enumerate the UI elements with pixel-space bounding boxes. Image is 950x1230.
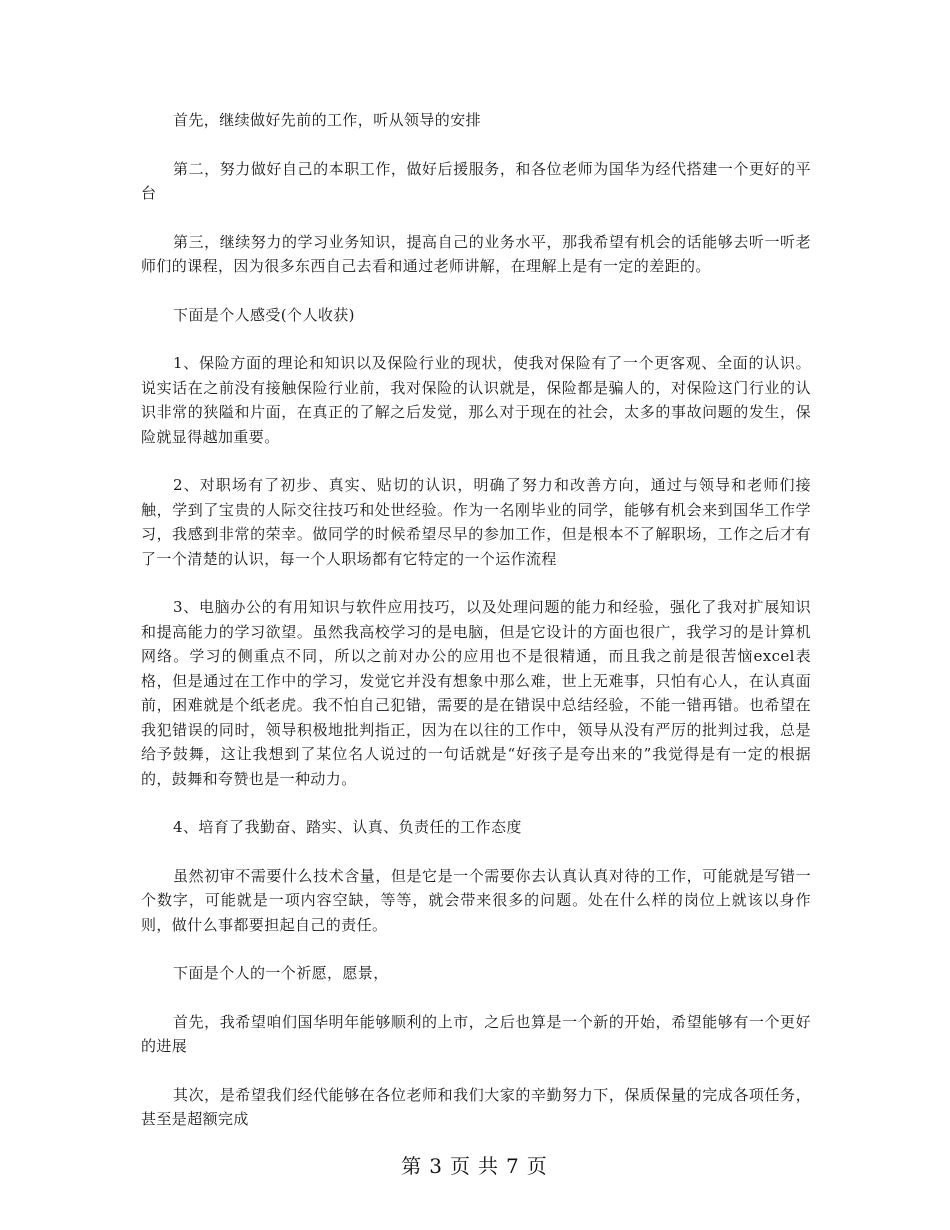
footer-suffix: 页 <box>526 1154 549 1178</box>
paragraph-wish-second: 其次，是希望我们经代能够在各位老师和我们大家的辛勤努力下，保质保量的完成各项任务，甚至是超额完成 <box>141 1085 811 1128</box>
section-heading-wishes: 下面是个人的一个祈愿，愿景， <box>173 964 389 982</box>
document-body <box>141 108 811 1156</box>
paragraph-second: 第二，努力做好自己的本职工作，做好后援服务，和各位老师为国华为经代搭建一个更好的平台 <box>141 159 811 202</box>
section-heading-personal-feelings: 下面是个人感受(个人收获) <box>173 305 355 324</box>
paragraph-item-4-detail: 虽然初审不需要什么技术含量，但是它是一个需要你去认真认真对待的工作，可能就是写错一个数字，可能就是一项内容空缺，等等，就会带来很多的问题。处在什么样的岗位上就该以身作则，做什么事都要担起自己的责任。 <box>141 866 811 934</box>
footer-current-page: 3 <box>429 1154 444 1178</box>
paragraph-item-1: 1、保险方面的理论和知识以及保险行业的现状，使我对保险有了一个更客观、全面的认识。说实话在之前没有接触保险行业前，我对保险的认识就是，保险都是骗人的，对保险这门行业的认识非常的狭隘和片面，在真正的了解之后发觉，那么对于现在的社会，太多的事故问题的发生，保险就显得越加重要。 <box>141 354 811 446</box>
paragraph-item-2: 2、对职场有了初步、真实、贴切的认识，明确了努力和改善方向，通过与领导和老师们接触，学到了宝贵的人际交往技巧和处世经验。作为一名刚毕业的同学，能够有机会来到国华工作学习，我感到非常的荣幸。做同学的时候希望尽早的参加工作，但是根本不了解职场，工作之后才有了一个清楚的认识，每一个人职场都有它特定的一个运作流程 <box>141 476 811 568</box>
footer-page-word: 页 <box>450 1154 472 1178</box>
paragraph-item-4: 4、培育了我勤奋、踏实、认真、负责任的工作态度 <box>173 818 522 836</box>
page-number-footer <box>0 1150 950 1179</box>
paragraph-first: 首先，继续做好先前的工作，听从领导的安排 <box>173 111 482 129</box>
paragraph-item-3: 3、电脑办公的有用知识与软件应用技巧，以及处理问题的能力和经验，强化了我对扩展知识和提高能力的学习欲望。虽然我高校学习的是电脑，但是它设计的方面也很广，我学习的是计算机网络。学习的侧重点不同，所以之前对办公的应用也不是很精通，而且我之前是很苦恼excel表格，但是通过在工作中的学习，发觉它并没有想象中那么难，世上无难事，只怕有心人，在认真面前，困难就是个纸老虎。我不怕自己犯错，需要的是在错误中总结经验，不能一错再错。也希望在我犯错误的同时，领导积极地批判指正，因为在以往的工作中，领导从没有严厉的批判过我，总是给予鼓舞，这让我想到了某位名人说过的一句话就是“好孩子是夸出来的”我觉得是有一定的根据的，鼓舞和夸赞也是一种动力。 <box>141 598 811 788</box>
paragraph-third: 第三，继续努力的学习业务知识，提高自己的业务水平，那我希望有机会的话能够去听一听老师们的课程，因为很多东西自己去看和通过老师讲解，在理解上是有一定的差距的。 <box>141 232 811 275</box>
footer-total-pages: 7 <box>506 1154 521 1178</box>
footer-prefix: 第 <box>401 1154 424 1178</box>
paragraph-wish-first: 首先，我希望咱们国华明年能够顺利的上市，之后也算是一个新的开始，希望能够有一个更好的进展 <box>141 1012 811 1055</box>
footer-total-word: 共 <box>478 1154 500 1178</box>
